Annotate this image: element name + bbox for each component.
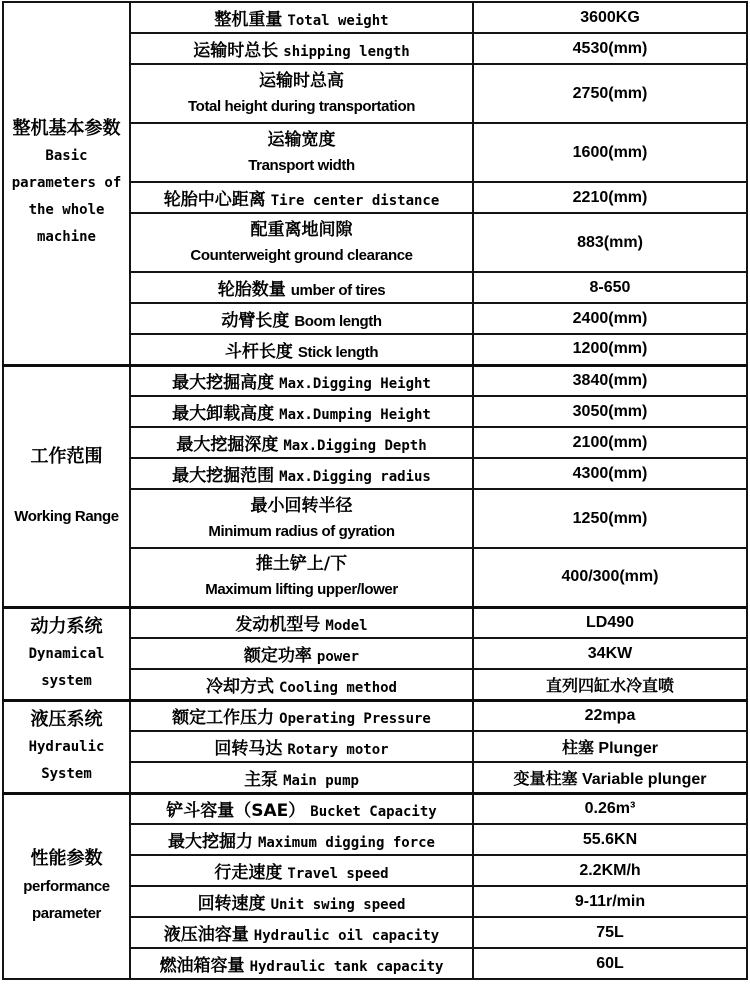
category-title-zh: 工作范围: [30, 445, 103, 467]
param-label-zh: 冷却方式: [205, 676, 274, 697]
param-value: 22mpa: [584, 706, 636, 724]
value-cell: [473, 731, 747, 762]
param-label-zh: 燃油箱容量: [159, 956, 245, 976]
param-value: 1200(mm): [572, 340, 648, 358]
param-value: 60L: [596, 954, 624, 972]
param-cell: [130, 855, 473, 886]
param-value: 3050(mm): [572, 402, 648, 420]
category-cell: [3, 700, 130, 793]
param-value: 0.26m³: [584, 799, 636, 817]
param-cell: [130, 669, 473, 700]
param-value: 变量柱塞 Variable plunger: [513, 770, 707, 788]
param-label-zh: 整机重量: [214, 10, 283, 30]
param-value: 直列四缸水冷直喷: [545, 677, 674, 695]
param-label-zh: 铲斗容量（SAE）: [166, 801, 306, 822]
param-label-en: Counterweight ground clearance: [190, 246, 413, 264]
param-cell: [130, 182, 473, 213]
param-label-en: Maximum digging force: [257, 835, 435, 851]
param-value: 2400(mm): [572, 309, 648, 327]
param-label-en: shipping length: [283, 44, 410, 60]
value-cell: [473, 2, 747, 33]
param-label-en: Hydraulic oil capacity: [253, 928, 440, 944]
param-label-en: Unit swing speed: [270, 897, 406, 913]
param-label-zh: 回转马达: [214, 739, 283, 759]
param-value: 2.2KM/h: [579, 861, 641, 879]
param-value: 1600(mm): [572, 143, 648, 161]
category-title-en: parameters of: [11, 175, 122, 192]
param-label-en: Bucket Capacity: [310, 804, 437, 821]
table-row: [3, 365, 747, 396]
param-label-en: Travel speed: [287, 866, 389, 882]
param-label-en: Hydraulic tank capacity: [249, 959, 444, 975]
category-title-zh: 动力系统: [30, 615, 103, 637]
param-value: 3840(mm): [572, 371, 648, 389]
param-cell: [130, 396, 473, 427]
param-label-en: Max.Digging Depth: [283, 438, 427, 454]
param-cell: [130, 917, 473, 948]
param-value: 75L: [596, 923, 624, 941]
param-label-en: Max.Dumping Height: [279, 407, 431, 423]
param-value: 柱塞 Plunger: [561, 740, 658, 757]
value-cell: [473, 182, 747, 213]
param-label-zh: 最大挖掘高度: [172, 373, 275, 394]
value-cell: [473, 123, 747, 182]
param-cell: [130, 762, 473, 793]
param-cell: [130, 607, 473, 638]
param-label-zh: 最小回转半径: [250, 495, 353, 516]
value-cell: [473, 548, 747, 607]
value-cell: [473, 793, 747, 824]
category-title-zh: 液压系统: [30, 708, 103, 730]
table-row: [3, 607, 747, 638]
category-title-en: parameter: [32, 905, 101, 923]
value-cell: [473, 855, 747, 886]
param-cell: [130, 886, 473, 917]
category-title-en: performance: [23, 878, 110, 896]
value-cell: [473, 762, 747, 793]
param-cell: [130, 2, 473, 33]
value-cell: [473, 427, 747, 458]
value-cell: [473, 948, 747, 979]
param-cell: [130, 458, 473, 489]
param-value: 4300(mm): [572, 464, 648, 482]
value-cell: [473, 489, 747, 548]
param-cell: [130, 793, 473, 824]
param-label-zh: 轮胎中心距离: [163, 190, 266, 210]
category-title-en: Basic: [45, 148, 88, 165]
param-label-zh: 运输时总高: [259, 70, 344, 91]
param-label-en: Maximum lifting upper/lower: [205, 581, 398, 599]
category-title-en: system: [41, 672, 92, 689]
value-cell: [473, 334, 747, 365]
param-value: 34KW: [587, 644, 633, 662]
param-value: 8-650: [589, 278, 631, 296]
param-value: 3600KG: [580, 8, 640, 26]
param-value: 4530(mm): [572, 39, 648, 57]
param-cell: [130, 824, 473, 855]
table-row: [3, 700, 747, 731]
category-cell: [3, 2, 130, 365]
category-cell: [3, 365, 130, 607]
param-label-en: Transport width: [248, 156, 355, 174]
param-cell: [130, 303, 473, 334]
param-label-zh: 最大卸载高度: [172, 404, 275, 424]
param-value: 1250(mm): [572, 509, 648, 527]
param-label-zh: 发动机型号: [235, 615, 321, 636]
param-cell: [130, 123, 473, 182]
param-label-en: umber of tires: [290, 282, 386, 299]
param-label-zh: 最大挖掘力: [167, 832, 253, 852]
param-cell: [130, 213, 473, 272]
param-label-zh: 回转速度: [197, 894, 266, 914]
param-cell: [130, 548, 473, 607]
param-label-en: Tire center distance: [270, 193, 440, 209]
table-row: [3, 2, 747, 33]
param-label-zh: 动臂长度: [221, 311, 290, 331]
param-cell: [130, 334, 473, 365]
param-value: 2210(mm): [572, 188, 648, 206]
value-cell: [473, 272, 747, 303]
param-label-zh: 额定工作压力: [172, 708, 275, 729]
value-cell: [473, 607, 747, 638]
param-label-en: Minimum radius of gyration: [208, 522, 395, 540]
value-cell: [473, 700, 747, 731]
param-cell: [130, 948, 473, 979]
param-label-en: Boom length: [294, 313, 382, 330]
param-label-zh: 斗杆长度: [224, 341, 293, 362]
param-label-en: Operating Pressure: [279, 711, 431, 728]
param-cell: [130, 638, 473, 669]
category-title-en: Hydraulic: [28, 738, 105, 755]
param-label-zh: 推土铲上/下: [255, 554, 348, 575]
param-label-zh: 运输时总长: [193, 41, 279, 61]
category-title-en: the whole: [28, 202, 105, 219]
value-cell: [473, 638, 747, 669]
param-label-zh: 主泵: [244, 769, 279, 790]
param-label-en: Cooling method: [278, 679, 397, 696]
param-label-zh: 最大挖掘范围: [172, 466, 275, 486]
table-row: [3, 793, 747, 824]
value-cell: [473, 33, 747, 64]
param-cell: [130, 700, 473, 731]
param-label-en: Max.Digging Height: [279, 376, 431, 393]
param-label-zh: 轮胎数量: [217, 280, 286, 300]
value-cell: [473, 669, 747, 700]
param-label-zh: 额定功率: [243, 646, 312, 666]
machine-spec-table: [2, 1, 748, 980]
param-cell: [130, 33, 473, 64]
param-label-en: Stick length: [297, 343, 379, 361]
value-cell: [473, 917, 747, 948]
spec-table-body: [3, 2, 747, 979]
param-label-en: Rotary motor: [287, 742, 389, 758]
value-cell: [473, 303, 747, 334]
param-cell: [130, 427, 473, 458]
param-value: LD490: [585, 613, 635, 631]
category-cell: [3, 607, 130, 700]
param-label-zh: 运输宽度: [267, 129, 336, 150]
param-label-en: Main pump: [283, 772, 359, 789]
param-label-en: Total height during transportation: [188, 97, 415, 115]
param-value: 883(mm): [577, 233, 643, 251]
param-cell: [130, 64, 473, 123]
param-cell: [130, 272, 473, 303]
category-title-zh: 性能参数: [30, 848, 103, 870]
param-cell: [130, 731, 473, 762]
param-value: 55.6KN: [582, 830, 638, 848]
param-label-zh: 液压油容量: [163, 925, 249, 945]
category-title-en: System: [41, 765, 92, 782]
category-title-en: machine: [36, 229, 96, 246]
value-cell: [473, 64, 747, 123]
value-cell: [473, 886, 747, 917]
value-cell: [473, 365, 747, 396]
param-label-en: Total weight: [287, 13, 389, 29]
param-label-zh: 行走速度: [214, 863, 283, 883]
category-title-en: Working Range: [14, 507, 119, 525]
param-label-zh: 配重离地间隙: [250, 219, 353, 240]
value-cell: [473, 458, 747, 489]
param-label-en: power: [316, 649, 360, 665]
param-value: 2750(mm): [572, 84, 648, 102]
value-cell: [473, 396, 747, 427]
param-value: 2100(mm): [572, 433, 648, 451]
category-title-zh: 整机基本参数: [12, 118, 121, 140]
param-label-en: Max.Digging radius: [279, 469, 431, 485]
param-label-zh: 最大挖掘深度: [176, 435, 279, 455]
value-cell: [473, 824, 747, 855]
param-label-en: Model: [325, 618, 368, 635]
category-cell: [3, 793, 130, 979]
category-title-en: Dynamical: [28, 645, 105, 662]
param-cell: [130, 365, 473, 396]
param-value: 400/300(mm): [561, 568, 659, 586]
param-value: 9-11r/min: [574, 892, 646, 910]
param-cell: [130, 489, 473, 548]
value-cell: [473, 213, 747, 272]
